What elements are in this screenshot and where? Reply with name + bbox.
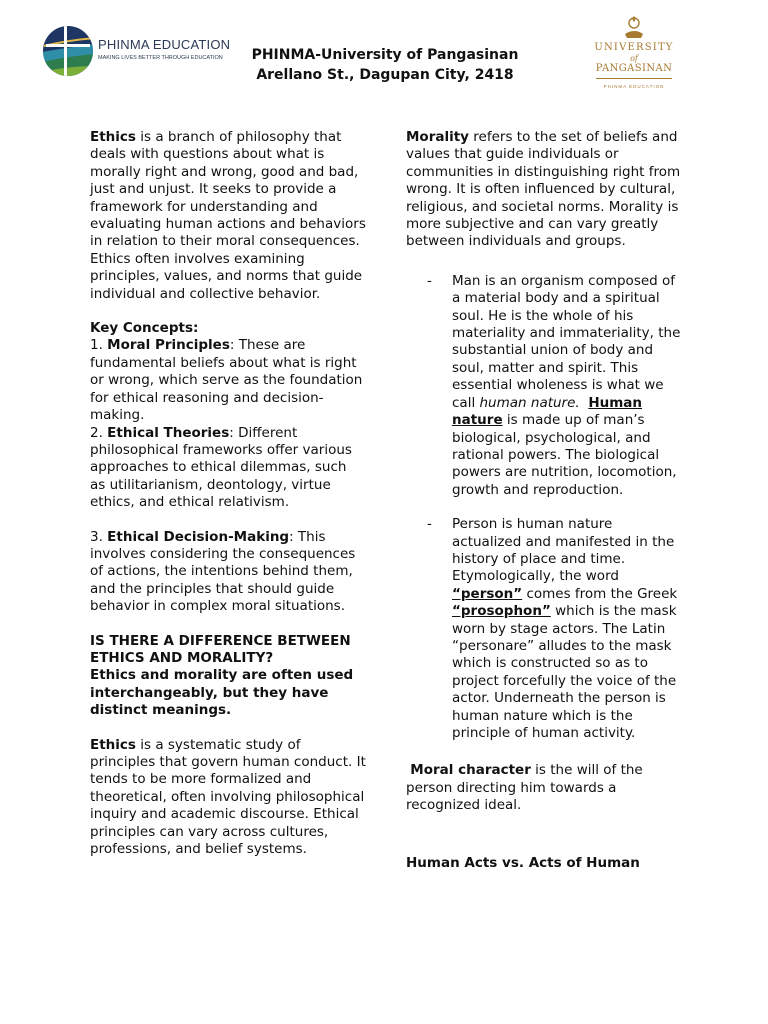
concept-term: Ethical Theories — [107, 424, 230, 441]
logo-line3: PANGASINAN — [595, 63, 673, 74]
phinma-emblem-icon — [42, 18, 96, 86]
ethics-systematic-paragraph — [90, 737, 366, 859]
concept-number: 1. — [90, 337, 108, 354]
page-header — [0, 0, 768, 100]
human-acts-heading: Human Acts vs. Acts of Human — [406, 854, 640, 871]
school-title — [230, 45, 540, 85]
bullet-text: Person is human nature actualized and manifested in the history of place and time. Etymologically, the word — [452, 516, 675, 585]
logo-divider — [596, 78, 672, 79]
key-concepts-heading: Key Concepts: — [90, 320, 199, 337]
term-ethics: Ethics — [90, 736, 136, 753]
concept-ethical-theories — [90, 425, 366, 512]
logo-line4: PHINMA EDUCATION — [603, 84, 665, 89]
moral-character-text: is the will of the person directing him towards a recognized ideal. — [406, 762, 643, 814]
difference-answer: Ethics and morality are often used interchangeably, but they have distinct meanings. — [90, 667, 354, 719]
org-tagline: MAKING LIVES BETTER THROUGH EDUCATION — [98, 55, 223, 61]
bullet-text: Man is an organism composed of a material body and a spiritual soul. He is the whole of his materiality and immateriality, the substantial union of body and soul, matter and spirit. This essential wholeness is what we call — [452, 272, 681, 411]
university-logo — [586, 14, 682, 94]
term-moral-character: Moral character — [410, 762, 531, 779]
concept-text: : These are fundamental beliefs about what is right or wrong, which serve as the foundation for ethical reasoning and decision-making. — [90, 337, 363, 424]
moral-character-paragraph — [406, 762, 682, 814]
morality-definition — [406, 129, 682, 251]
bullet-dash: - — [427, 272, 432, 289]
term-ethics: Ethics — [90, 129, 136, 145]
logo-line1: UNIVERSITY — [594, 42, 674, 53]
morality-definition-text: refers to the set of beliefs and values that guide individuals or communities in distinguishing right from wrong. It is often influenced by cultural, religious, and societal norms. Morality is more subjective and can vary greatly between individuals and groups. — [406, 129, 681, 250]
org-name: PHINMA EDUCATION — [98, 37, 231, 52]
school-address: Arellano St., Dagupan City, 2418 — [256, 67, 514, 83]
bullet-dash: - — [427, 516, 432, 533]
term-prosophon: “prosophon” — [452, 603, 551, 620]
bullet-human-nature — [406, 273, 682, 499]
ethics-definition — [90, 129, 366, 303]
ethics-systematic-text: is a systematic study of principles that govern human conduct. It tends to be more formalized and theoretical, often involving philosophical inquiry and academic discourse. Ethical principles can vary across cultures, professions, and belief systems. — [90, 736, 366, 858]
school-name: PHINMA-University of Pangasinan — [251, 47, 519, 63]
phinma-education-logo — [42, 18, 232, 86]
concept-decision-making — [90, 529, 366, 616]
concept-text: : Different philosophical frameworks offer various approaches to ethical dilemmas, such as utilitarianism, deontology, virtue ethics, and ethical relativism. — [90, 424, 352, 511]
left-column — [90, 129, 366, 858]
term-morality: Morality — [406, 129, 469, 145]
concept-term: Moral Principles — [107, 337, 230, 354]
concept-term: Ethical Decision-Making — [107, 528, 290, 545]
concept-moral-principles — [90, 337, 366, 424]
concept-number: 2. — [90, 424, 108, 441]
difference-question: IS THERE A DIFFERENCE BETWEEN ETHICS AND MORALITY? — [90, 632, 351, 666]
bullet-text: which is the mask worn by stage actors. The Latin “personare” alludes to the mask which is constructed so as to project forcefully the voice of the actor. Underneath the person is human nature which is the principle of human activity. — [452, 603, 677, 741]
bullet-text: comes from the Greek — [522, 585, 678, 602]
term-human-nature: Human nature — [452, 394, 643, 429]
lamp-crest-icon — [621, 14, 647, 40]
logo-line2: of — [630, 54, 638, 63]
term-person: “person” — [452, 585, 523, 602]
ethics-definition-text: is a branch of philosophy that deals with questions about what is morally right and wrong, good and bad, just and unjust. It seeks to provide a framework for understanding and evaluating human actions and behaviors in relation to their moral consequences. Ethics often involves examining principles, values, and norms that guide individual and collective behavior. — [90, 129, 366, 302]
concept-text: : This involves considering the consequences of actions, the intentions behind them, and the principles that should guide behavior in complex moral situations. — [90, 528, 356, 615]
italic-term: human nature. — [479, 394, 580, 411]
right-column — [406, 129, 682, 872]
bullet-person — [406, 516, 682, 742]
bullet-text: is made up of man’s biological, psychological, and rational powers. The biological powers are nutrition, locomotion, growth and reproduction. — [452, 412, 677, 498]
concept-number: 3. — [90, 528, 108, 545]
